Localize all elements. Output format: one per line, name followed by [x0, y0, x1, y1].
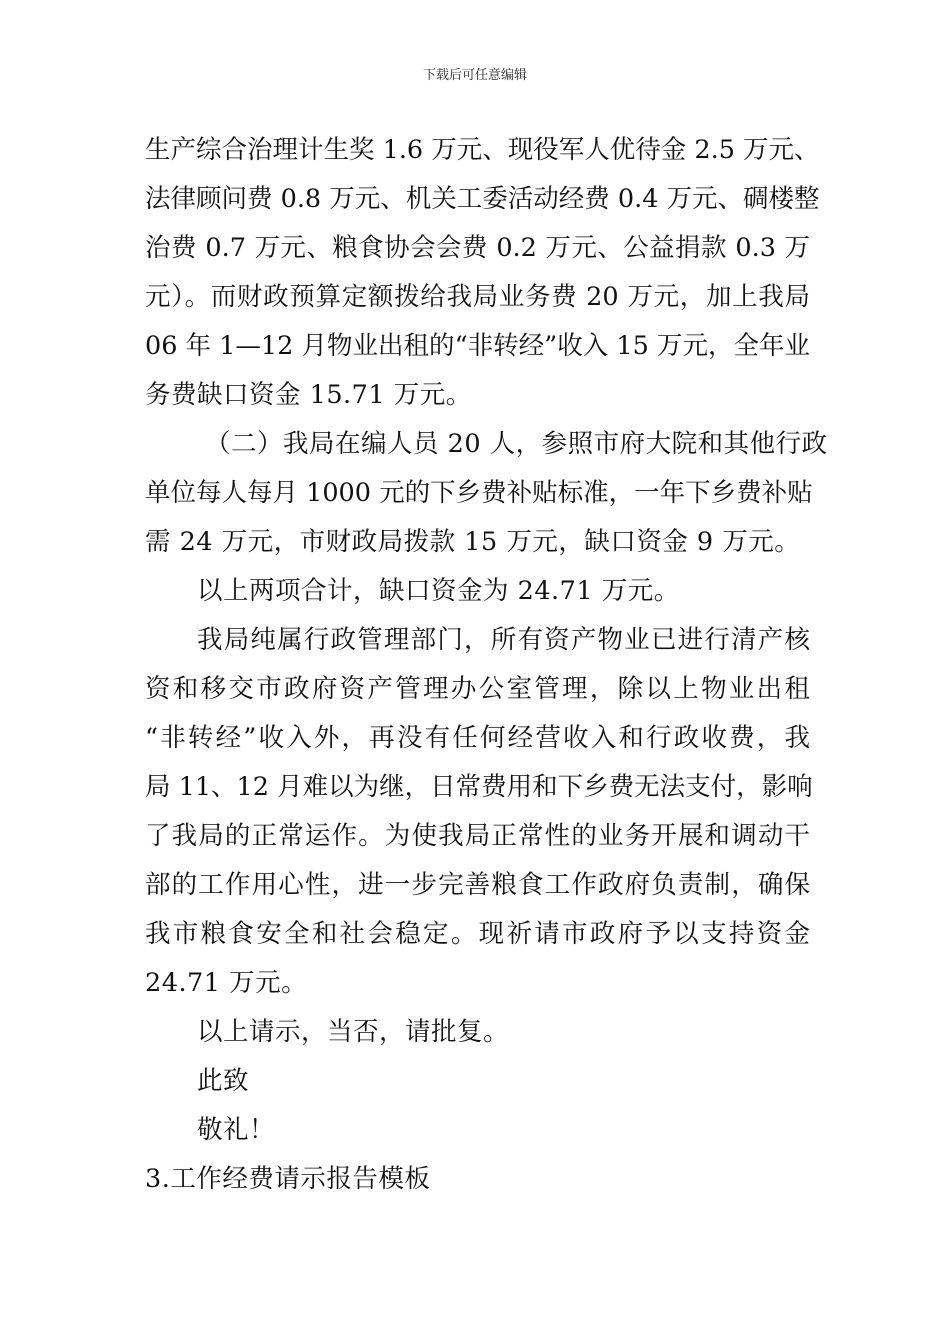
text-line: 元）。而财政预算定额拨给我局业务费 20 万元，加上我局 — [145, 282, 810, 312]
text-line: 治费 0.7 万元、粮食协会会费 0.2 万元、公益捐款 0.3 万 — [145, 233, 810, 263]
paragraph-start-line: 我局纯属行政管理部门，所有资产物业已进行清产核 — [197, 625, 810, 655]
text-line: 单位每人每月 1000 元的下乡费补贴标准，一年下乡费补贴 — [145, 478, 813, 508]
text-line: 资和移交市政府资产管理办公室管理，除以上物业出租 — [145, 674, 810, 704]
text-line: 24.71 万元。 — [145, 968, 308, 998]
paragraph-start-line: （二）我局在编人员 20 人，参照市府大院和其他行政 — [205, 429, 828, 459]
text-line: “非转经”收入外，再没有任何经营收入和行政收费，我 — [145, 723, 810, 753]
text-line: 我市粮食安全和社会稳定。现祈请市政府予以支持资金 — [145, 919, 810, 949]
text-line: 06 年 1—12 月物业出租的“非转经”收入 15 万元，全年业 — [145, 331, 810, 361]
closing-request-line: 以上请示，当否，请批复。 — [197, 1017, 510, 1047]
paragraph-start-line: 以上两项合计，缺口资金为 24.71 万元。 — [197, 576, 680, 606]
text-line: 法律顾问费 0.8 万元、机关工委活动经费 0.4 万元、碉楼整 — [145, 184, 820, 214]
text-line: 务费缺口资金 15.71 万元。 — [145, 380, 472, 410]
text-line: 局 11、12 月难以为继，日常费用和下乡费无法支付，影响 — [145, 772, 813, 802]
document-body — [145, 126, 828, 1204]
text-line: 生产综合治理计生奖 1.6 万元、现役军人优待金 2.5 万元、 — [145, 135, 820, 165]
text-line: 部的工作用心性，进一步完善粮食工作政府负责制，确保 — [145, 870, 810, 900]
page-header: 下载后可任意编辑 — [422, 68, 527, 83]
closing-salutation: 此致 — [197, 1066, 250, 1096]
text-line: 了我局的正常运作。为使我局正常性的业务开展和调动干 — [145, 821, 810, 851]
text-line: 需 24 万元，市财政局拨款 15 万元，缺口资金 9 万元。 — [145, 527, 801, 557]
closing-regards: 敬礼！ — [197, 1115, 276, 1145]
section-heading: 3.工作经费请示报告模板 — [145, 1164, 431, 1194]
